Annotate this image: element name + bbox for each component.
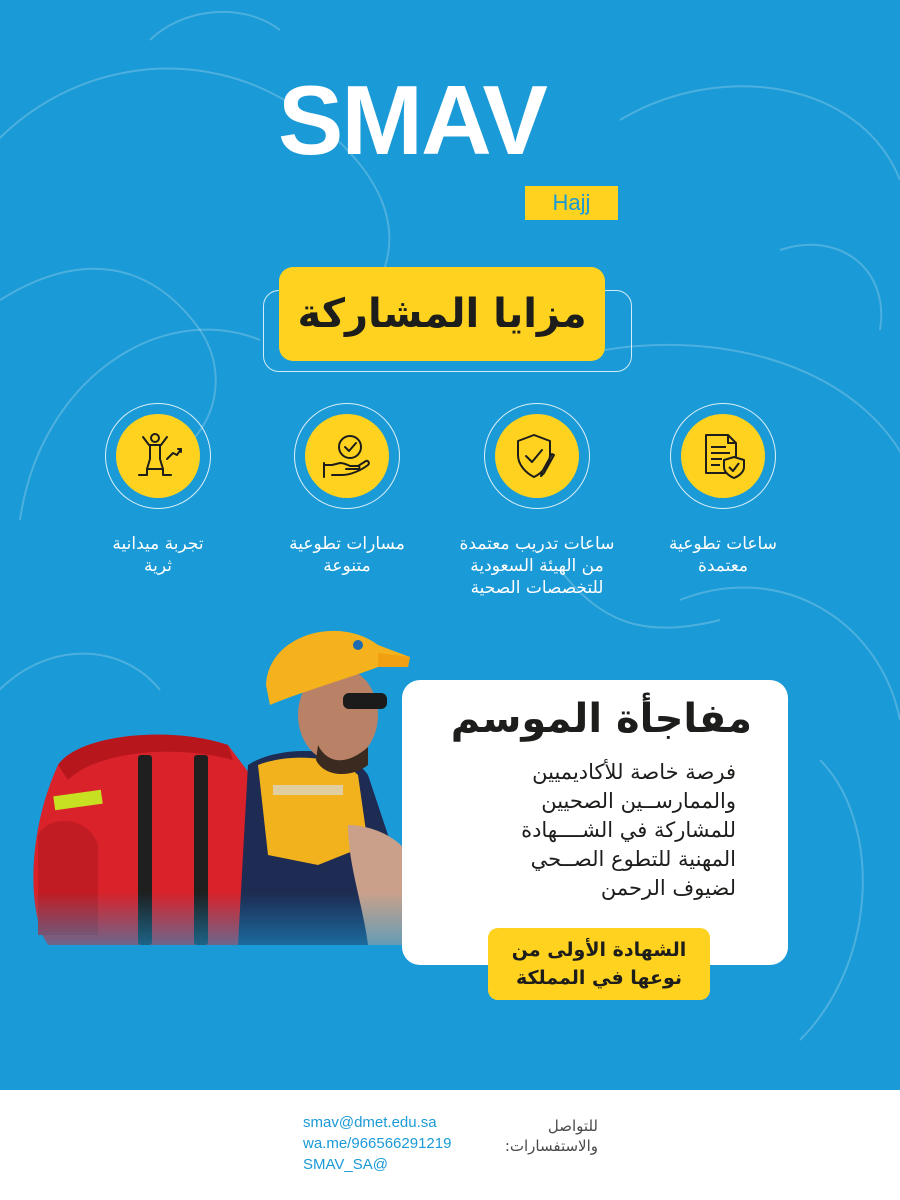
shield-pen-icon [510,429,564,483]
benefit-accredited-volunteer-hours [623,403,823,577]
hajj-badge: Hajj [525,186,618,220]
email-link[interactable]: smav@dmet.edu.sa [303,1114,437,1131]
benefit-diverse-volunteer-tracks [247,403,447,577]
first-certificate-badge: الشهادة الأولى من نوعها في المملكة [488,928,710,1000]
section-title: مزايا المشاركة [279,267,605,361]
whatsapp-link[interactable]: wa.me/966566291219 [303,1135,452,1152]
person-podium-icon [131,429,185,483]
smav-logo [278,65,623,175]
hand-check-icon [320,429,374,483]
footer [0,1090,900,1200]
card-title: مفاجأة الموسم [450,696,752,742]
contact-list [303,1112,451,1175]
benefit-accredited-training-hours [437,403,637,599]
logo-text: SMAV [278,65,546,175]
benefit-label: مسارات تطوعية متنوعة [289,534,405,576]
certificate-document-icon [696,429,750,483]
benefit-label: تجربة ميدانية ثرية [112,534,204,576]
paramedic-photo [18,615,438,985]
season-surprise-card [402,680,788,965]
contact-label: للتواصل والاستفسارات: [504,1117,598,1155]
benefit-label: ساعات تطوعية معتمدة [668,534,777,576]
card-body: فرصة خاصة للأكاديميين والممارســين الصحيين للمشاركة في الشــــهادة المهنية للتطوع الصــحي لضيوف الرحمن [521,760,736,900]
benefit-label: ساعات تدريب معتمدة من الهيئة السعودية للتخصصات الصحية [459,534,615,598]
benefit-rich-field-experience [58,403,258,577]
social-handle-link[interactable]: SMAV_SA@ [303,1156,388,1173]
